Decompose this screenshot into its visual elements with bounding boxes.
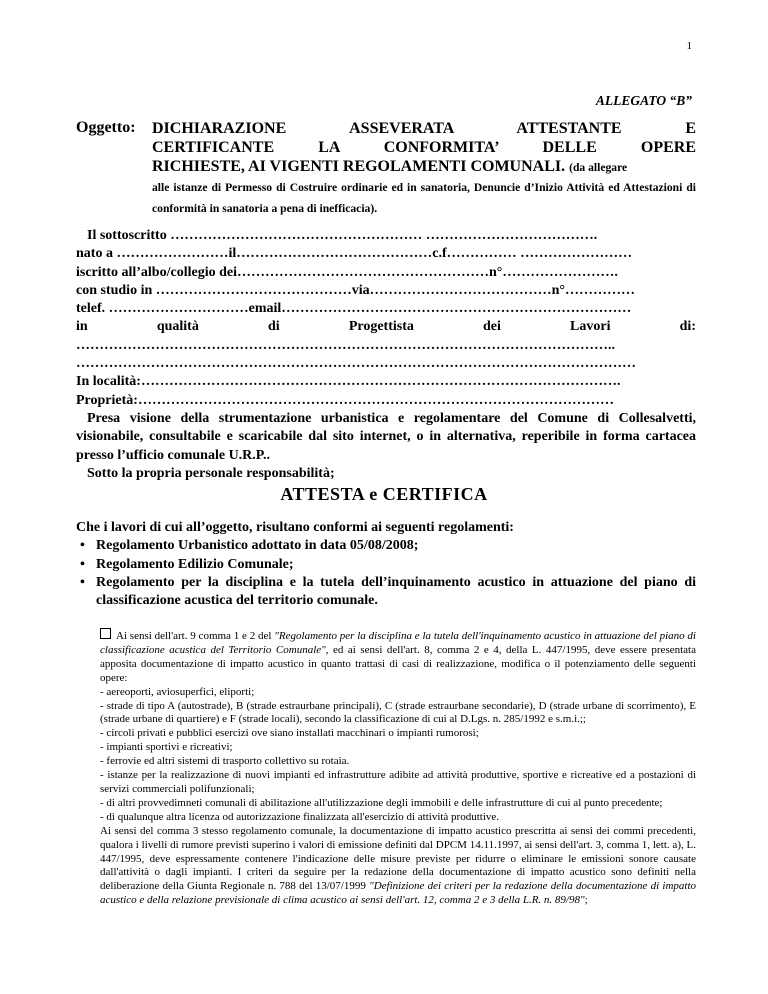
- checkbox-icon[interactable]: [100, 628, 111, 639]
- form-line-works-1: ……………………………………………………………………………………………………..: [76, 337, 615, 353]
- acoustic-paragraph-2: Ai sensi del comma 3 stesso regolamento comunale, la documentazione di impatto acustico prescritta ai sensi dei commi precedenti, qualora i livelli di rumore previsti superino i valori di emissione definiti dal DPCM 14.11.1997, ai sensi dell'art. 3, comma 1, lett. a), L. 447/1995, deve espressamente contenere l'indicazione delle misure previste per ridurre o eliminare le emissioni sonore causate dall'attività o dagli impianti. I criteri da seguire per la redazione della documentazione di impatto acustico sono definiti nella deliberazione della Giunta Regionale n. 788 del 13/07/1999 "Definizione dei criteri per la redazione della documentazione di impatto acustico e della relazione previsionale di clima acustico ai sensi dell'art. 12, comma 2 e 3 della L.R. n. 89/98";: [100, 824, 696, 907]
- attachment-label: ALLEGATO “B”: [595, 93, 692, 108]
- acoustic-paragraph-1: Ai sensi dell'art. 9 comma 1 e 2 del "Regolamento per la disciplina e la tutela dell'inquinamento acustico in attuazione del piano di classificazione acustica del Territorio Comunale", ed ai sensi dell'art. 8, comma 2 e 4, della L. 447/1995, deve essere presentata apposita documentazione di impatto acustico in quanto trattasi di casi di realizzazione, modifica o il potenziamento delle seguenti opere:: [100, 630, 696, 684]
- presa-visione-paragraph: Presa visione della strumentazione urbanistica e regolamentare del Comune di Collesalvetti, visionabile, consultabile e scaricabile dal sito internet, o in alternativa, reperibile in forma cartacea presso l’ufficio comunale U.R.P..: [76, 410, 696, 463]
- form-line-phone: telef. …………………………email…………………………………………………………………: [76, 301, 632, 317]
- form-line-location: In località:………………………………………………………………………………………….: [76, 374, 621, 390]
- subject-line-3: RICHIESTE, AI VIGENTI REGOLAMENTI COMUNALI. (da allegare: [152, 158, 628, 175]
- list-item: - aereoporti, aviosuperfici, eliporti;: [100, 685, 255, 698]
- declarant-form: [76, 227, 696, 483]
- list-item: - di qualunque altra licenza od autorizzazione finalizzata all'esercizio di attività produttive.: [100, 810, 500, 823]
- conformity-section: [76, 519, 696, 610]
- form-line-register: iscritto all’albo/collegio dei………………………………………………n°…………………….: [76, 264, 618, 280]
- section-heading: ATTESTA e CERTIFICA: [280, 484, 488, 504]
- subject-line-2: CERTIFICANTE LA CONFORMITA’ DELLE OPERE: [152, 139, 696, 156]
- list-item: • Regolamento per la disciplina e la tutela dell’inquinamento acustico in attuazione del piano di classificazione acustica del territorio comunale.: [80, 574, 696, 609]
- subject-line-1: DICHIARAZIONE ASSEVERATA ATTESTANTE E: [152, 120, 696, 137]
- list-item: • Regolamento Edilizio Comunale;: [76, 556, 696, 574]
- responsibility-line: Sotto la propria personale responsabilità;: [87, 465, 335, 481]
- form-line-owner: Proprietà:…………………………………………………………………………………………: [76, 392, 614, 408]
- list-item: - ferrovie ed altri sistemi di trasporto collettivo su rotaia.: [100, 755, 350, 768]
- list-item: • Regolamento Urbanistico adottato in data 05/08/2008;: [76, 537, 696, 555]
- form-line-works-2: …………………………………………………………………………………………………………: [76, 356, 636, 372]
- form-line-name: Il sottoscritto ……………………………………………… ……………………………….: [87, 228, 598, 243]
- form-line-role: in qualità di Progettista dei Lavori di:: [76, 319, 696, 335]
- list-item: - impianti sportivi e ricreativi;: [100, 741, 233, 754]
- bullet-icon: •: [80, 574, 85, 590]
- list-item: - istanze per la realizzazione di nuovi impianti ed infrastrutture adibite ad attività produttive, sportive e ricreative ed a postazioni di servizi commerciali polifunzionali;: [100, 769, 696, 795]
- list-item: - strade di tipo A (autostrade), B (strade estraurbane principali), C (strade estraurbane secondarie), D (strade urbane di scorrimento), E (strade urbane di quartiere) e F (strade locali), secondo la classificazione di cui al D.Lgs. n. 285/1992 e s.m.i.;;: [100, 699, 696, 726]
- subject-note: alle istanze di Permesso di Costruire ordinarie ed in sanatoria, Denuncie d’Inizio Attività ed Attestazioni di conformità in sanatoria a pena di inefficacia).: [152, 181, 696, 215]
- bullet-icon: •: [80, 538, 85, 554]
- acoustic-notes: [100, 628, 696, 908]
- form-line-birth: nato a ……………………il……………………………………c.f…………… ……………………: [76, 246, 633, 262]
- regulations-list: [76, 537, 696, 610]
- bullet-icon: •: [80, 556, 85, 572]
- subject-label: Oggetto:: [76, 119, 136, 136]
- subject-block: [76, 119, 696, 219]
- page-number: 1: [686, 40, 692, 52]
- list-item: - circoli privati e pubblici esercizi ove siano installati macchinari o impianti rumorosi;: [100, 727, 479, 740]
- subject-note-start: (da allegare: [569, 161, 628, 174]
- form-line-studio: con studio in ……………………………………via…………………………………n°……………: [76, 282, 636, 298]
- list-item: - di altri provvedimneti comunali di abilitazione all'utilizzazione degli immobili e delle infrastrutture di cui al punto precedente;: [100, 796, 663, 809]
- conformity-intro: Che i lavori di cui all’oggetto, risultano conformi ai seguenti regolamenti:: [76, 520, 514, 535]
